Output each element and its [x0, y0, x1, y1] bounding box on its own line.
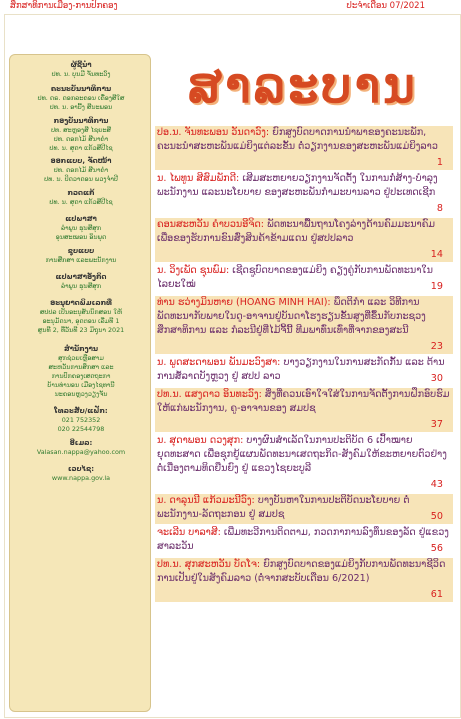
running-header: [0, 0, 461, 14]
sidebar-heading: ສຳນັກງານ: [63, 345, 99, 353]
sidebar-line: ປທ. ນ. ປິດວາດອນ ພວງຈຳປີ: [44, 175, 118, 183]
sidebar-line: ລຳພູນ ຮຸນສີສຸກ: [60, 282, 102, 290]
sidebar-line: ປທ. ດອກໄມ້ ສີນາຄຳ: [53, 166, 109, 174]
toc-entry[interactable]: [155, 172, 453, 216]
toc-entry-page: 61: [430, 588, 443, 600]
toc-entry-title: ພັດທະນາພື້ນຖານໂຄງລ່າງດ້ານຄົມມະນາຄົມ ເພື່ອຂອງຮັບການຂົນສົ່ງສິນຄ້າຂ້າມແດນ ຢູ່ສປປລາວ: [157, 219, 436, 245]
toc-entry-page: 50: [430, 510, 443, 522]
toc-entry-page: 56: [430, 542, 443, 554]
sidebar-heading: ອະນຸຍາດພິມເລກທີ່: [50, 299, 112, 307]
sidebar-line: ລຳພູນ ຮຸນສີສຸກ: [60, 224, 102, 232]
sidebar-line: ປທ. ນ. ບຸນມີ ຈັນທະວົງ: [51, 70, 111, 78]
toc-entry-title: ສິ່ງທີ່ຄວນເອົາໃຈໃສ່ໃນການຈັດຕັ້ງການຝຶກອົບຮົມໃຫ້ແກ່ພະນັກງານ, ຄູ-ອາຈານຂອງ ສມປຊ: [157, 389, 450, 415]
toc-entry[interactable]: [155, 356, 453, 386]
sidebar-heading: ຊຸບແບບ: [67, 247, 95, 255]
sidebar-section: [10, 189, 152, 207]
toc-entry-author: ຈະເລີນ ບາລາສີ:: [157, 527, 221, 538]
toc-entry-author: ຄອນສະຫວັນ ຄຳບວນອີຈິດ:: [157, 219, 264, 230]
sidebar-section: [10, 273, 152, 291]
header-right: ປະຈໍາເດືອນ 07/2021: [346, 1, 425, 11]
sidebar-heading: ແປພາສາອັງກິດ: [55, 273, 107, 281]
sidebar-section: [10, 407, 152, 434]
toc-entry[interactable]: [155, 296, 453, 354]
toc-entry[interactable]: [155, 388, 453, 432]
sidebar-line: Valasan.nappa@yahoo.com: [36, 448, 126, 456]
masthead-sidebar: [9, 54, 151, 712]
sidebar-line: ສະຫວັນການສຶກສາ ແລະ: [48, 363, 114, 371]
toc-entry[interactable]: [155, 434, 453, 492]
toc-entry-page: 30: [430, 372, 443, 384]
sidebar-heading: ອອກແບບ, ຈັດໜ້າ: [50, 157, 112, 165]
sidebar-line: 021 752352: [61, 416, 101, 424]
sidebar-heading: ແປພາສາ: [65, 215, 97, 223]
sidebar-line: ສຸກຊ່ວຍເຫຼືອສາມ: [58, 354, 104, 362]
sidebar-line: www.nappa.gov.la: [51, 474, 111, 482]
toc-entry-author: ນ. ໄພທູນ ສີສົມພັກດີ:: [157, 173, 240, 184]
sidebar-line: ປທ. ສະຫຼອງສີ ໄຊຍະສີ: [50, 126, 112, 134]
toc-entry-author: ນ. ສຸດາພອນ ດວງສຸກ:: [157, 435, 244, 446]
page-title: ສາລະບານ: [188, 58, 418, 114]
sidebar-section: [10, 85, 152, 112]
toc-entry[interactable]: [155, 126, 453, 170]
sidebar-line: ປທ. ນ. ສຸດາ ແກ້ວສີປີໄຊ: [49, 144, 113, 152]
toc-entry[interactable]: [155, 494, 453, 524]
sidebar-heading: ເວບໄຊ:: [67, 465, 95, 473]
toc-entry-title: ບາງບັນຫາໃນການປະຕິບັດນະໂຍບາຍ ຕໍ່ພະນັກງານ-ລັດຖະກອນ ຢູ່ ສມປຊ: [157, 495, 410, 521]
toc-entry-page: 14: [430, 248, 443, 260]
toc-entry-author: ນ. ພູດສະດາພອນ ພັນມະວົງສາ:: [157, 357, 281, 368]
toc-entry-title: ເສີມສະຫຍາຍວຽກງານຈັດຕັ້ງ ໃນການກໍ່ສ້າງ-ບຳລຸງພະນັກງານ ແລະນະໂຍບາຍ ຂອງສະຫະພັນກຳມະບານລາວ ຢູ່ປະເທດເຊີກ: [157, 173, 438, 199]
sidebar-line: ການສືກສາ ແລະພະນັກງານ: [45, 256, 117, 264]
sidebar-section: [10, 117, 152, 153]
sidebar-section: [10, 215, 152, 242]
sidebar-line: ປທ. ນ. ອາບີ້ງ ສີນະພອນ: [49, 103, 113, 111]
toc-entry-author: ປອ.ນ. ຈັນທະພອນ ວັນດາວົງ:: [157, 127, 270, 138]
sidebar-line: ສູນທີ 2, ທີ່ວັນທີ 23 ມິຖຸນາ 2021: [37, 326, 125, 334]
sidebar-line: ນະຄອນຫຼວງວຽງຈັນ: [54, 390, 108, 398]
sidebar-section: [10, 345, 152, 399]
sidebar-section: [10, 61, 152, 79]
sidebar-section: [10, 157, 152, 184]
toc-entry-page: 23: [430, 340, 443, 352]
toc-entry-title: ບາງວຽກງານໃນການສະກັດກັ້ນ ແລະ ຕ້ານການສໍ້ລາດບັງຫຼວງ ຢູ່ ສປປ ລາວ: [157, 357, 445, 383]
toc-entry[interactable]: [155, 218, 453, 262]
toc-entry-title: ຍົກສູງບົດບາດຂອງແມ່ຍິງກັບການພັດທະນາຊີວິດການເປັນຢູ່ໃນສັງຄົມລາວ (ຕໍ່ຈາກສະບັບເດືອນ 6/2021): [157, 559, 446, 585]
toc-entry[interactable]: [155, 558, 453, 602]
sidebar-line: ປທ. ນ. ສຸດາ ແກ້ວສີປີໄຊ: [49, 198, 113, 206]
toc-entry-title: ເຊີດຊູບົດບາດຂອງແມ່ຍິງ ຄຽງຄູ່ກັບການພັດທະນາໃນໄລຍະໃໝ່: [157, 265, 433, 291]
sidebar-heading: ອີເມລ:: [69, 439, 93, 447]
sidebar-heading: ໂທລະສັບ/ແຟັກ:: [54, 407, 108, 415]
toc-entry-author: ທ່ານ ຮວ່າງມິນຫາຍ (HOANG MINH HAI):: [157, 297, 331, 308]
sidebar-heading: ກອງບັນນາທິການ: [53, 117, 109, 125]
toc-entry-page: 8: [436, 202, 443, 214]
toc-entry[interactable]: [155, 526, 453, 556]
page-title-block: [153, 54, 453, 118]
sidebar-line: ການປົກຄອງເສດຖະກາ: [51, 372, 111, 380]
sidebar-line: ສປປລ ເປັນອະນຸສັນນິກສອນ ໃຫ້: [39, 308, 123, 316]
toc-entry-author: ປທ.ນ. ແສງດາວ ອິນທະວົງ:: [157, 389, 262, 400]
toc-entry-page: 19: [430, 280, 443, 292]
toc-entry[interactable]: [155, 264, 453, 294]
sidebar-section: [10, 439, 152, 457]
sidebar-line: ປທ. ດອກໄມ້ ສີນາຄຳ: [53, 135, 109, 143]
toc-entry-author: ນ. ວິງເພັດ ຊຸນພົມ:: [157, 265, 230, 276]
sidebar-heading: ຜູ້ຊີ້ນໍາ: [70, 61, 92, 69]
toc-entry-author: ນ. ດາລຸນນີ ແກ້ວມະນີວົງ:: [157, 495, 255, 506]
sidebar-heading: ຄະນະບັນນາທິການ: [50, 85, 112, 93]
toc-entry-title: ຍົກສູງບົດບາດການນຳພາຂອງຄະນະພັກ, ຄະນະນຳສະຫະພັນແມ່ຍິງແຕ່ລະຂັ້ນ ຕໍ່ວຽກງານຂອງສະຫະພັນແມ່ຍິງລາວ: [157, 127, 438, 153]
toc-entry-title: ບາງຜົນສຳເລັດໃນການປະຕິບັດ 6 ເປົ້າໝາຍຍຸດທະສາດ ເພື່ອຊຸກຍູ້ແຜນພັດທະນາເສດຖະກິດ-ສັງຄົມໃຫ້ຂະຫຍາຍຕົວຢ່າງຕໍ່ເນື່ອງຕາມທິດຍືນຍົງ ຢູ່ ແຂວງໄຊຍະບູລີ: [157, 435, 447, 475]
sidebar-section: [10, 247, 152, 265]
toc-entry-title: ພຶດຕິກຳ ແລະ ວິທີການພັດທະນາກັບພາຍໃນດູ-ອາຈານຢູ່ບັນດາໂຮງຮຽນຂັ້ນສູງທີ່ຂຶ້ນກັບກະຊວງສຶກສາທິການ ແລະ ກໍລະນີຢູ່ທີ່ໄມ້ຈີ້ນີ້ ທີມພາທົ່ນເທົ່າທີ່ຈາກຂອງສະນີ: [157, 297, 426, 337]
sidebar-line: ປທ. ດຣ. ດອກລະຄອນ ເຄື່ອງສີໃສ: [37, 94, 125, 102]
sidebar-section: [10, 299, 152, 335]
sidebar-heading: ກວດແກ້: [67, 189, 95, 197]
sidebar-line: ບ້ານທ່ານອນ ເມືອງໄຊທານີ: [47, 381, 115, 389]
sidebar-line: ອະນຸມັດນາ, ອຸດຕອນ ເລີ່ມທີ 1: [42, 317, 120, 325]
sidebar-section: [10, 465, 152, 483]
sidebar-line: 020 22544798: [57, 425, 105, 433]
toc-entry-title: ເພີ່ມທະວີການຕິດຕາມ, ກວດກາການລົງທຶນຂອງລັດ ຢູ່ແຂວງສາລະວັນ: [157, 527, 449, 553]
toc-entry-page: 37: [430, 418, 443, 430]
toc-entry-page: 1: [436, 156, 443, 168]
toc-entry-page: 43: [430, 478, 443, 490]
toc-entry-author: ປທ.ນ. ສຸກສະຫວັນ ບັດໂຈ:: [157, 559, 261, 570]
header-left: ສຶກສາທິການເມືອງ-ການປົກຄອງ: [10, 1, 118, 11]
sidebar-line: ອຸນສະໝອນ ອິນພຸດ: [55, 233, 107, 241]
